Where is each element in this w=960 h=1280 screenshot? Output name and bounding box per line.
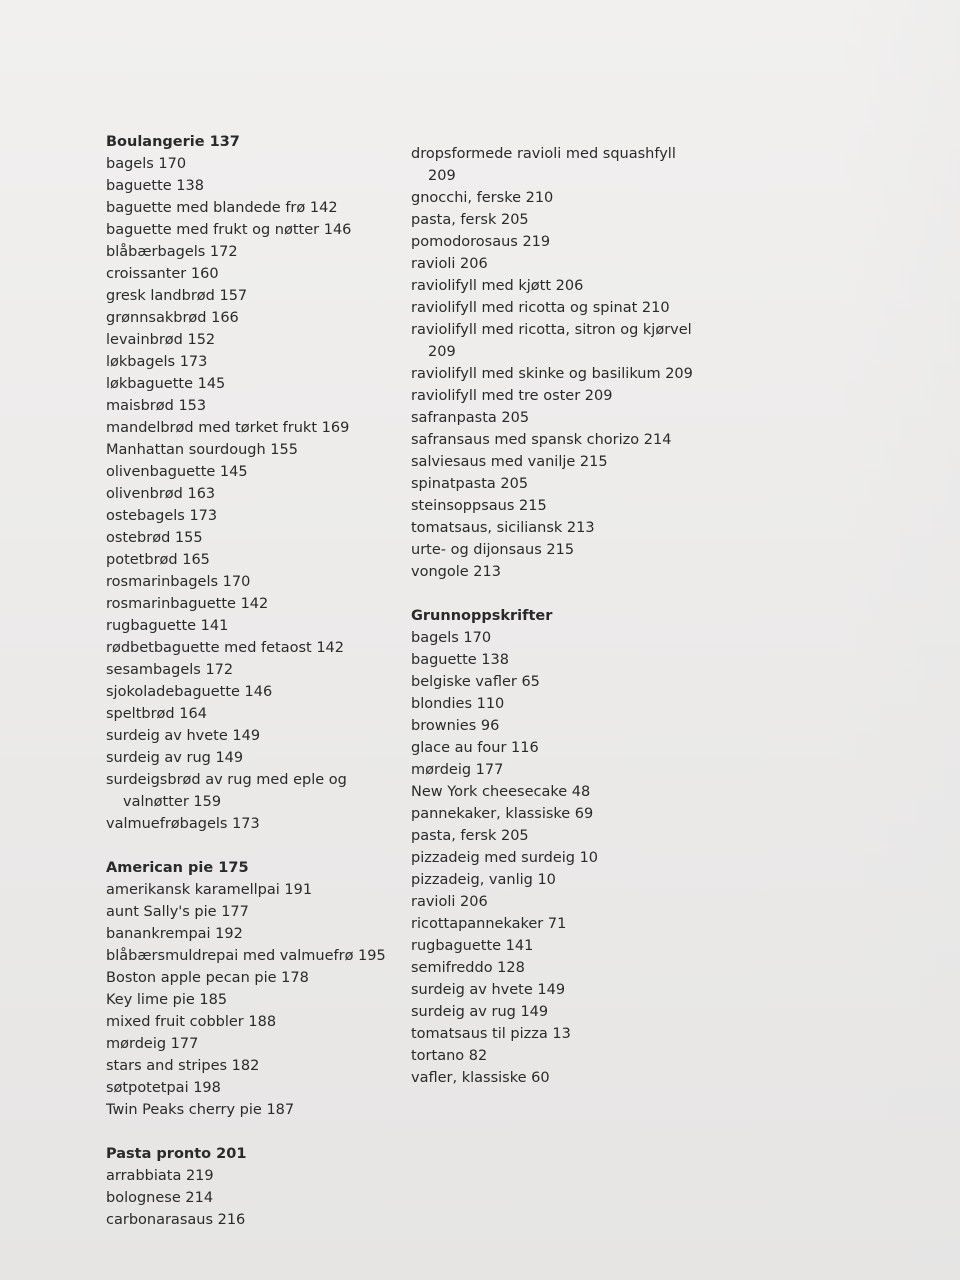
index-entry bbox=[411, 957, 711, 979]
index-entry bbox=[411, 1001, 711, 1023]
entry-text: bagels 170 bbox=[411, 630, 492, 646]
entry-text: glace au four 116 bbox=[411, 740, 539, 756]
entry-continuation: 209 bbox=[428, 344, 456, 360]
entry-text: amerikansk karamellpai 191 bbox=[106, 882, 313, 898]
index-section bbox=[106, 1143, 406, 1231]
index-entry bbox=[106, 769, 406, 813]
index-entry bbox=[106, 219, 406, 241]
entry-text: surdeig av rug 149 bbox=[106, 750, 244, 766]
index-entry bbox=[106, 593, 406, 615]
entry-text: Boston apple pecan pie 178 bbox=[106, 970, 309, 986]
entry-text: valmuefrøbagels 173 bbox=[106, 816, 260, 832]
entry-text: banankrempai 192 bbox=[106, 926, 243, 942]
entry-text: løkbaguette 145 bbox=[106, 376, 226, 392]
index-entry bbox=[411, 671, 711, 693]
index-entry bbox=[106, 395, 406, 417]
index-entry bbox=[106, 263, 406, 285]
index-entry bbox=[411, 825, 711, 847]
entry-text: raviolifyll med ricotta, sitron og kjørvel bbox=[411, 322, 692, 338]
index-entry bbox=[411, 451, 711, 473]
entry-text: grønnsakbrød 166 bbox=[106, 310, 239, 326]
entry-text: stars and stripes 182 bbox=[106, 1058, 260, 1074]
entry-text: pasta, fersk 205 bbox=[411, 828, 529, 844]
entry-text: speltbrød 164 bbox=[106, 706, 207, 722]
entry-text: ricottapannekaker 71 bbox=[411, 916, 567, 932]
entry-text: baguette med frukt og nøtter 146 bbox=[106, 222, 352, 238]
index-entry bbox=[106, 483, 406, 505]
index-column-left bbox=[106, 131, 406, 1253]
index-entry bbox=[106, 1033, 406, 1055]
index-section bbox=[411, 605, 711, 1089]
entry-text: arrabbiata 219 bbox=[106, 1168, 214, 1184]
entry-text: rosmarinbagels 170 bbox=[106, 574, 251, 590]
entry-text: baguette 138 bbox=[411, 652, 509, 668]
index-section bbox=[106, 857, 406, 1121]
entry-text: brownies 96 bbox=[411, 718, 500, 734]
index-entry bbox=[106, 175, 406, 197]
entry-text: dropsformede ravioli med squashfyll bbox=[411, 146, 676, 162]
entry-text: urte- og dijonsaus 215 bbox=[411, 542, 575, 558]
section-heading: Pasta pronto 201 bbox=[106, 1146, 247, 1162]
entry-text: belgiske vafler 65 bbox=[411, 674, 540, 690]
index-entry bbox=[411, 385, 711, 407]
index-entry bbox=[106, 505, 406, 527]
entry-text: mixed fruit cobbler 188 bbox=[106, 1014, 277, 1030]
entry-text: bagels 170 bbox=[106, 156, 187, 172]
entry-text: ravioli 206 bbox=[411, 894, 488, 910]
entry-text: olivenbaguette 145 bbox=[106, 464, 248, 480]
index-entry bbox=[106, 637, 406, 659]
index-entry bbox=[411, 209, 711, 231]
section-heading: Grunnoppskrifter bbox=[411, 608, 553, 624]
entry-text: pasta, fersk 205 bbox=[411, 212, 529, 228]
index-entry bbox=[106, 747, 406, 769]
index-entry bbox=[106, 1077, 406, 1099]
index-entry bbox=[106, 373, 406, 395]
entry-text: Manhattan sourdough 155 bbox=[106, 442, 298, 458]
entry-text: ostebagels 173 bbox=[106, 508, 218, 524]
index-entry bbox=[106, 1165, 406, 1187]
index-entry bbox=[411, 231, 711, 253]
entry-text: pomodorosaus 219 bbox=[411, 234, 551, 250]
entry-text: tortano 82 bbox=[411, 1048, 488, 1064]
index-entry bbox=[411, 473, 711, 495]
index-entry bbox=[411, 429, 711, 451]
index-entry bbox=[106, 945, 406, 967]
index-entry bbox=[106, 439, 406, 461]
index-entry bbox=[411, 1067, 711, 1089]
entry-text: blåbærsmuldrepai med valmuefrø 195 bbox=[106, 948, 386, 964]
entry-text: tomatsaus, siciliansk 213 bbox=[411, 520, 595, 536]
entry-text: safranpasta 205 bbox=[411, 410, 530, 426]
entry-text: olivenbrød 163 bbox=[106, 486, 216, 502]
index-entry bbox=[411, 693, 711, 715]
index-entry bbox=[106, 923, 406, 945]
index-entry bbox=[411, 627, 711, 649]
entry-text: surdeig av hvete 149 bbox=[411, 982, 566, 998]
entry-text: steinsoppsaus 215 bbox=[411, 498, 547, 514]
entry-text: levainbrød 152 bbox=[106, 332, 216, 348]
index-entry bbox=[106, 1209, 406, 1231]
index-entry bbox=[411, 913, 711, 935]
entry-text: rugbaguette 141 bbox=[106, 618, 229, 634]
index-entry bbox=[106, 527, 406, 549]
section-heading: American pie 175 bbox=[106, 860, 249, 876]
page-shadow bbox=[840, 0, 960, 1280]
index-entry bbox=[411, 253, 711, 275]
entry-text: raviolifyll med tre oster 209 bbox=[411, 388, 613, 404]
entry-text: ravioli 206 bbox=[411, 256, 488, 272]
index-entry bbox=[106, 989, 406, 1011]
index-entry bbox=[411, 517, 711, 539]
entry-text: salviesaus med vanilje 215 bbox=[411, 454, 608, 470]
index-entry bbox=[106, 681, 406, 703]
entry-text: New York cheesecake 48 bbox=[411, 784, 591, 800]
index-entry bbox=[411, 407, 711, 429]
index-entry bbox=[106, 967, 406, 989]
entry-text: vongole 213 bbox=[411, 564, 501, 580]
entry-text: gresk landbrød 157 bbox=[106, 288, 248, 304]
index-entry bbox=[106, 615, 406, 637]
entry-text: raviolifyll med skinke og basilikum 209 bbox=[411, 366, 693, 382]
entry-text: løkbagels 173 bbox=[106, 354, 208, 370]
index-section bbox=[411, 143, 711, 583]
index-column-right bbox=[411, 143, 711, 1111]
index-entry bbox=[106, 417, 406, 439]
index-entry bbox=[106, 659, 406, 681]
entry-text: Key lime pie 185 bbox=[106, 992, 228, 1008]
entry-text: aunt Sally's pie 177 bbox=[106, 904, 249, 920]
entry-text: rugbaguette 141 bbox=[411, 938, 534, 954]
index-entry bbox=[106, 1099, 406, 1121]
entry-text: surdeig av rug 149 bbox=[411, 1004, 549, 1020]
entry-text: baguette 138 bbox=[106, 178, 204, 194]
index-entry bbox=[411, 495, 711, 517]
index-entry bbox=[106, 1187, 406, 1209]
index-entry bbox=[411, 297, 711, 319]
entry-text: semifreddo 128 bbox=[411, 960, 525, 976]
index-entry bbox=[106, 197, 406, 219]
index-entry bbox=[411, 869, 711, 891]
entry-text: mørdeig 177 bbox=[106, 1036, 199, 1052]
entry-text: pizzadeig, vanlig 10 bbox=[411, 872, 556, 888]
index-entry bbox=[411, 935, 711, 957]
entry-text: raviolifyll med kjøtt 206 bbox=[411, 278, 584, 294]
entry-text: pizzadeig med surdeig 10 bbox=[411, 850, 599, 866]
entry-text: safransaus med spansk chorizo 214 bbox=[411, 432, 672, 448]
index-entry bbox=[106, 1011, 406, 1033]
index-entry bbox=[106, 241, 406, 263]
index-entry bbox=[411, 737, 711, 759]
index-entry bbox=[106, 813, 406, 835]
entry-text: baguette med blandede frø 142 bbox=[106, 200, 338, 216]
index-entry bbox=[106, 879, 406, 901]
entry-text: mørdeig 177 bbox=[411, 762, 504, 778]
section-heading: Boulangerie 137 bbox=[106, 134, 240, 150]
index-entry bbox=[411, 363, 711, 385]
entry-text: gnocchi, ferske 210 bbox=[411, 190, 554, 206]
index-entry bbox=[106, 725, 406, 747]
index-entry bbox=[106, 549, 406, 571]
index-entry bbox=[411, 649, 711, 671]
index-entry bbox=[411, 1045, 711, 1067]
entry-text: vafler, klassiske 60 bbox=[411, 1070, 550, 1086]
entry-text: potetbrød 165 bbox=[106, 552, 210, 568]
entry-text: ostebrød 155 bbox=[106, 530, 203, 546]
entry-continuation: 209 bbox=[428, 168, 456, 184]
entry-text: mandelbrød med tørket frukt 169 bbox=[106, 420, 350, 436]
index-entry bbox=[106, 153, 406, 175]
index-entry bbox=[106, 351, 406, 373]
index-section bbox=[106, 131, 406, 835]
entry-text: blondies 110 bbox=[411, 696, 505, 712]
index-entry bbox=[106, 285, 406, 307]
index-entry bbox=[411, 759, 711, 781]
entry-text: blåbærbagels 172 bbox=[106, 244, 238, 260]
index-entry bbox=[106, 571, 406, 593]
index-entry bbox=[106, 703, 406, 725]
index-entry bbox=[411, 539, 711, 561]
entry-text: søtpotetpai 198 bbox=[106, 1080, 221, 1096]
entry-text: carbonarasaus 216 bbox=[106, 1212, 246, 1228]
index-entry bbox=[106, 901, 406, 923]
index-entry bbox=[411, 847, 711, 869]
index-entry bbox=[411, 979, 711, 1001]
index-entry bbox=[106, 461, 406, 483]
entry-text: sjokoladebaguette 146 bbox=[106, 684, 273, 700]
index-entry bbox=[411, 561, 711, 583]
entry-text: rosmarinbaguette 142 bbox=[106, 596, 269, 612]
index-entry bbox=[106, 329, 406, 351]
entry-text: sesambagels 172 bbox=[106, 662, 234, 678]
entry-text: bolognese 214 bbox=[106, 1190, 214, 1206]
entry-text: surdeigsbrød av rug med eple og bbox=[106, 772, 347, 788]
index-entry bbox=[411, 715, 711, 737]
entry-text: rødbetbaguette med fetaost 142 bbox=[106, 640, 345, 656]
index-entry bbox=[411, 781, 711, 803]
entry-text: maisbrød 153 bbox=[106, 398, 207, 414]
entry-text: tomatsaus til pizza 13 bbox=[411, 1026, 571, 1042]
entry-text: Twin Peaks cherry pie 187 bbox=[106, 1102, 295, 1118]
entry-text: croissanter 160 bbox=[106, 266, 219, 282]
index-entry bbox=[411, 275, 711, 297]
index-entry bbox=[411, 891, 711, 913]
entry-continuation: valnøtter 159 bbox=[123, 794, 222, 810]
index-entry bbox=[411, 187, 711, 209]
index-entry bbox=[411, 1023, 711, 1045]
entry-text: pannekaker, klassiske 69 bbox=[411, 806, 594, 822]
entry-text: spinatpasta 205 bbox=[411, 476, 529, 492]
index-entry bbox=[411, 143, 711, 187]
index-entry bbox=[106, 1055, 406, 1077]
index-entry bbox=[106, 307, 406, 329]
entry-text: raviolifyll med ricotta og spinat 210 bbox=[411, 300, 670, 316]
index-entry bbox=[411, 319, 711, 363]
entry-text: surdeig av hvete 149 bbox=[106, 728, 261, 744]
index-entry bbox=[411, 803, 711, 825]
